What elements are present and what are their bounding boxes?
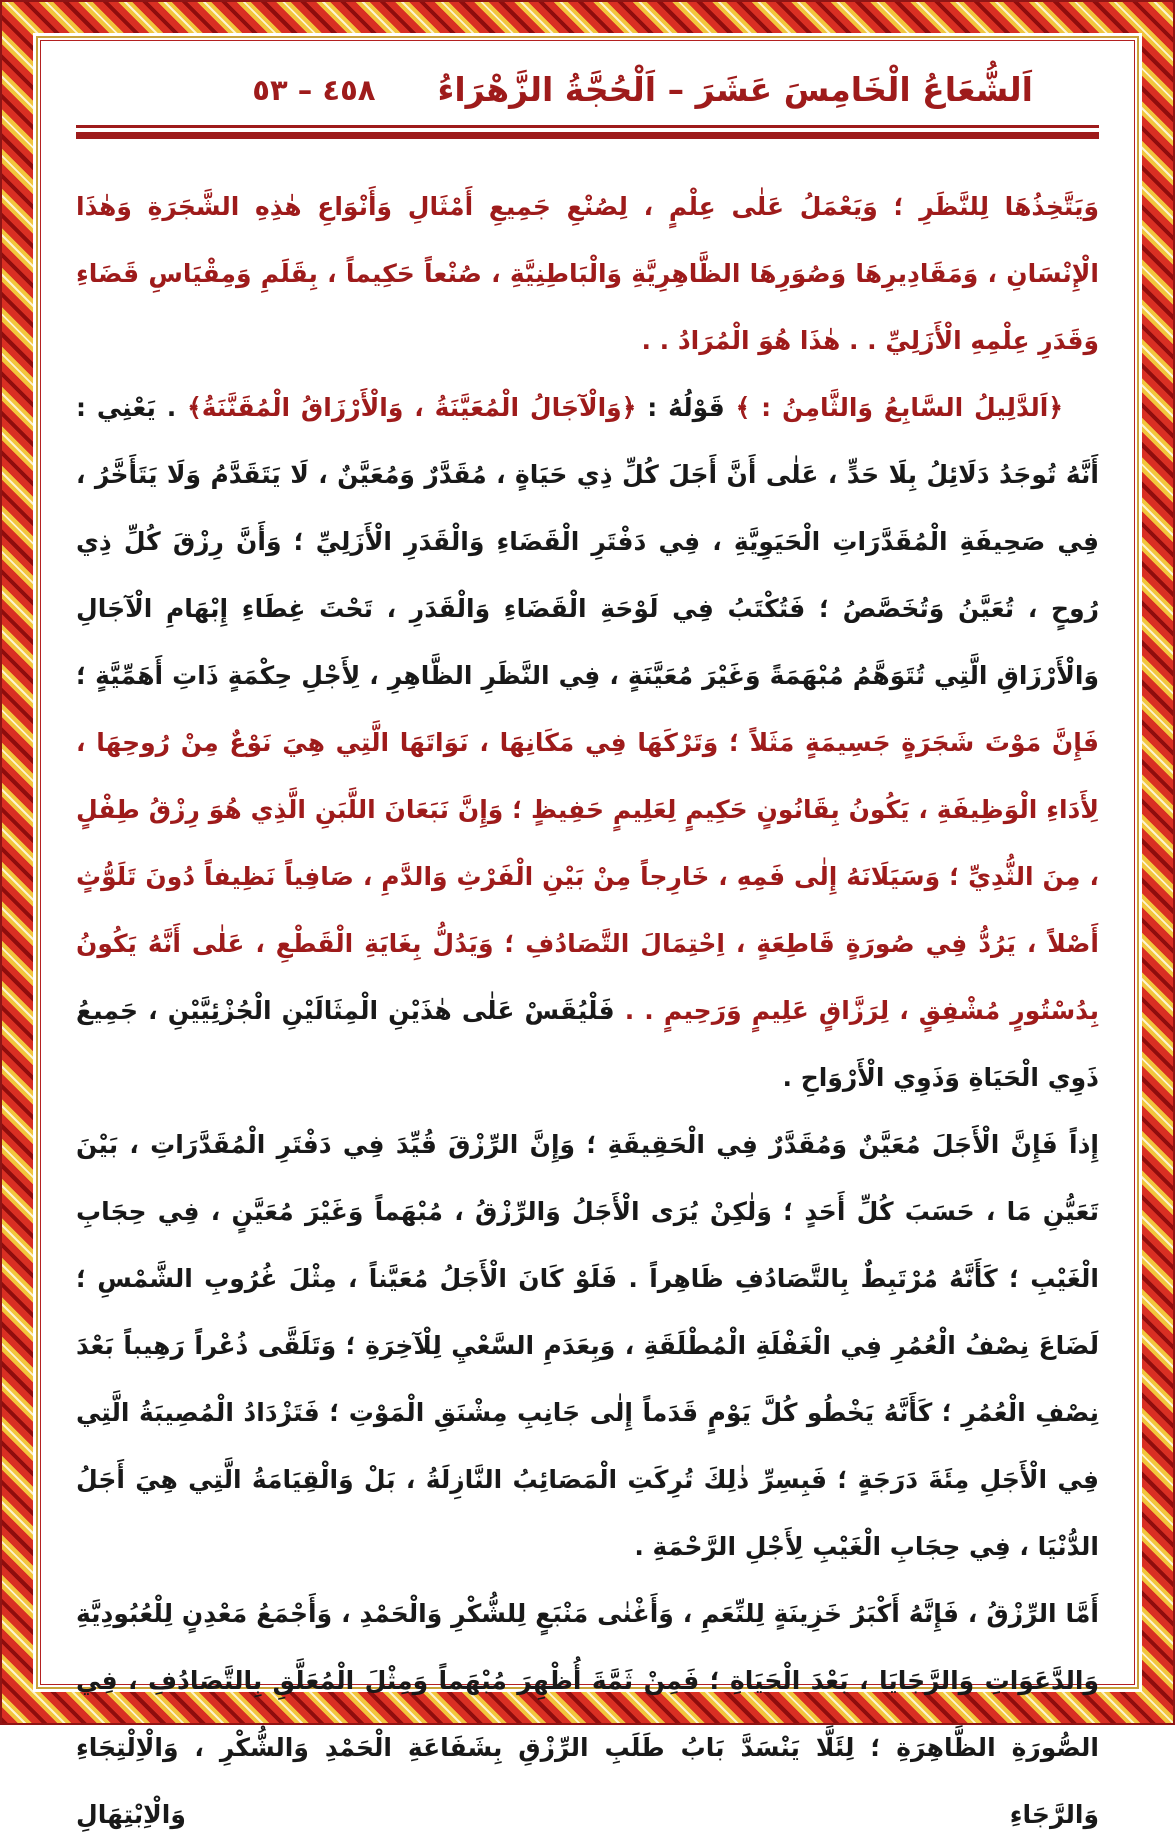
text-run: ﴿اَلدَّلِيلُ السَّابِعُ وَالثَّامِنُ : ﴾ — [724, 393, 1063, 422]
text-run: إِذاً فَإِنَّ الْأَجَلَ مُعَيَّنٌ وَمُقَدَّرٌ فِي الْحَقِيقَةِ ؛ وَإِنَّ الرِّزْقَ قُيِّدَ فِي دَفْتَرِ الْمُقَدَّرَاتِ ، بَيْنَ تَعَيُّنِ مَا ، حَسَبَ كُلِّ أَحَدٍ ؛ وَلٰكِنْ يُرَى الْأَجَلُ وَالرِّزْقُ ، مُبْهَماً وَغَيْرَ مُعَيَّنٍ ، فِي حِجَابِ الْغَيْبِ ؛ كَأَنَّهُ مُرْتَبِطٌ بِالتَّصَادُفِ ظَاهِراً . فَلَوْ كَانَ الْأَجَلُ مُعَيَّناً ، مِثْلَ غُرُوبِ الشَّمْسِ ؛ لَضَاعَ نِصْفُ الْعُمُرِ فِي الْغَفْلَةِ الْمُطْلَقَةِ ، وَبِعَدَمِ السَّعْيِ لِلْآخِرَةِ ؛ وَتَلَقَّى ذُعْراً رَهِيباً بَعْدَ نِصْفِ الْعُمُرِ ؛ كَأَنَّهُ يَخْطُو كُلَّ يَوْمٍ قَدَماً إِلٰى جَانِبِ مِشْنَقِ الْمَوْتِ ؛ فَتَزْدَادُ الْمُصِيبَةُ الَّتِي فِي الْأَجَلِ مِئَةَ دَرَجَةٍ ؛ فَبِسِرِّ ذٰلِكَ تُرِكَتِ الْمَصَائِبُ النَّازِلَةُ ، بَلْ وَالْقِيَامَةُ الَّتِي هِيَ أَجَلُ الدُّنْيَا ، فِي حِجَابِ الْغَيْبِ لِأَجْلِ الرَّحْمَةِ . — [76, 1130, 1099, 1561]
text-run: فَلْيُقَسْ عَلٰى هٰذَيْنِ الْمِثَالَيْنِ الْجُزْئِيَّيْنِ ، جَمِيعُ ذَوِي الْحَيَاةِ وَذَوِي الْأَرْوَاحِ . — [76, 996, 1099, 1092]
page-content — [76, 70, 1099, 1848]
page-number: ٤٥٨ – ٥٣ — [252, 72, 376, 107]
page-header — [76, 70, 1099, 139]
header-rule — [76, 125, 1099, 139]
header-rule-thin — [76, 125, 1099, 128]
text-run: ﴿وَالْآجَالُ الْمُعَيَّنَةُ ، وَالْأَرْزَاقُ الْمُقَنَّنَةُ﴾ — [187, 393, 637, 422]
paragraph — [76, 1111, 1099, 1580]
text-run: وَيَتَّخِذُهَا لِلنَّظَرِ ؛ وَيَعْمَلُ عَلٰى عِلْمٍ ، لِصُنْعِ جَمِيعِ أَمْثَالِ وَأَنْوَاعِ هٰذِهِ الشَّجَرَةِ وَهٰذَا الْإِنْسَانِ ، وَمَقَادِيرِهَا وَصُوَرِهَا الظَّاهِرِيَّةِ وَالْبَاطِنِيَّةِ ، صُنْعاً حَكِيماً ، بِقَلَمِ وَمِقْيَاسِ قَضَاءِ وَقَدَرِ عِلْمِهِ الْأَزَلِيِّ . . هٰذَا هُوَ الْمُرَادُ . . — [76, 192, 1099, 355]
body-text — [76, 173, 1099, 1848]
text-run: فَإِنَّ مَوْتَ شَجَرَةٍ جَسِيمَةٍ مَثَلاً ؛ وَتَرْكَهَا فِي مَكَانِهَا ، نَوَاتَهَا الَّتِي هِيَ نَوْعٌ مِنْ رُوحِهَا ، لِأَدَاءِ الْوَظِيفَةِ ، يَكُونُ بِقَانُونٍ حَكِيمٍ لِعَلِيمٍ حَفِيظٍ ؛ وَإِنَّ نَبَعَانَ اللَّبَنِ الَّذِي هُوَ رِزْقُ طِفْلٍ ، مِنَ الثُّدِيِّ ؛ وَسَيَلَانَهُ إِلٰى فَمِهِ ، خَارِجاً مِنْ بَيْنِ الْفَرْثِ وَالدَّمِ ، صَافِياً نَظِيفاً دُونَ تَلَوُّثٍ أَصْلاً ، يَرُدُّ فِي صُورَةٍ قَاطِعَةٍ ، اِحْتِمَالَ التَّصَادُفِ ؛ وَيَدُلُّ بِغَايَةِ الْقَطْعِ ، عَلٰى أَنَّهُ يَكُونُ بِدُسْتُورٍ مُشْفِقٍ ، لِرَزَّاقٍ عَلِيمٍ وَرَحِيمٍ . . — [76, 728, 1099, 1025]
page-title: اَلشُّعَاعُ الْخَامِسَ عَشَرَ – اَلْحُجَّةُ الزَّهْرَاءُ — [437, 70, 1033, 109]
header-line — [76, 70, 1099, 109]
text-run: قَوْلُهُ : — [636, 393, 725, 422]
paragraph — [76, 374, 1099, 1111]
header-rule-thick — [76, 132, 1099, 139]
paragraph — [76, 173, 1099, 374]
paragraph — [76, 1580, 1099, 1848]
text-run: . يَعْنِي : أَنَّهُ تُوجَدُ دَلَائِلُ بِلَا حَدٍّ ، عَلٰى أَنَّ أَجَلَ كُلِّ ذِي حَيَاةٍ ، مُقَدَّرٌ وَمُعَيَّنٌ ، لَا يَتَقَدَّمُ وَلَا يَتَأَخَّرُ ، فِي صَحِيفَةِ الْمُقَدَّرَاتِ الْحَيَوِيَّةِ ، فِي دَفْتَرِ الْقَضَاءِ وَالْقَدَرِ الْأَزَلِيِّ ؛ وَأَنَّ رِزْقَ كُلِّ ذِي رُوحٍ ، تُعَيَّنُ وَتُخَصَّصُ ؛ فَتُكْتَبُ فِي لَوْحَةِ الْقَضَاءِ وَالْقَدَرِ ، تَحْتَ غِطَاءِ إِبْهَامِ الْآجَالِ وَالْأَرْزَاقِ الَّتِي تُتَوَهَّمُ مُبْهَمَةً وَغَيْرَ مُعَيَّنَةٍ ، فِي النَّظَرِ الظَّاهِرِ ، لِأَجْلِ حِكْمَةٍ ذَاتِ أَهَمِّيَّةٍ ؛ — [76, 393, 1099, 690]
text-run: أَمَّا الرِّزْقُ ، فَإِنَّهُ أَكْبَرُ خَزِينَةٍ لِلنِّعَمِ ، وَأَغْنٰى مَنْبَعٍ لِلشُّكْرِ وَالْحَمْدِ ، وَأَجْمَعُ مَعْدِنٍ لِلْعُبُودِيَّةِ وَالدَّعَوَاتِ وَالرَّجَايَا ، بَعْدَ الْحَيَاةِ ؛ فَمِنْ ثَمَّةَ أُظْهِرَ مُبْهَماً وَمِثْلَ الْمُعَلَّقِ بِالتَّصَادُفِ ، فِي الصُّورَةِ الظَّاهِرَةِ ؛ لِئَلَّا يَنْسَدَّ بَابُ طَلَبِ الرِّزْقِ بِشَفَاعَةِ الْحَمْدِ وَالشُّكْرِ ، وَالْاِلْتِجَاءِ وَالرَّجَاءِ وَالْاِبْتِهَالِ — [76, 1599, 1099, 1829]
